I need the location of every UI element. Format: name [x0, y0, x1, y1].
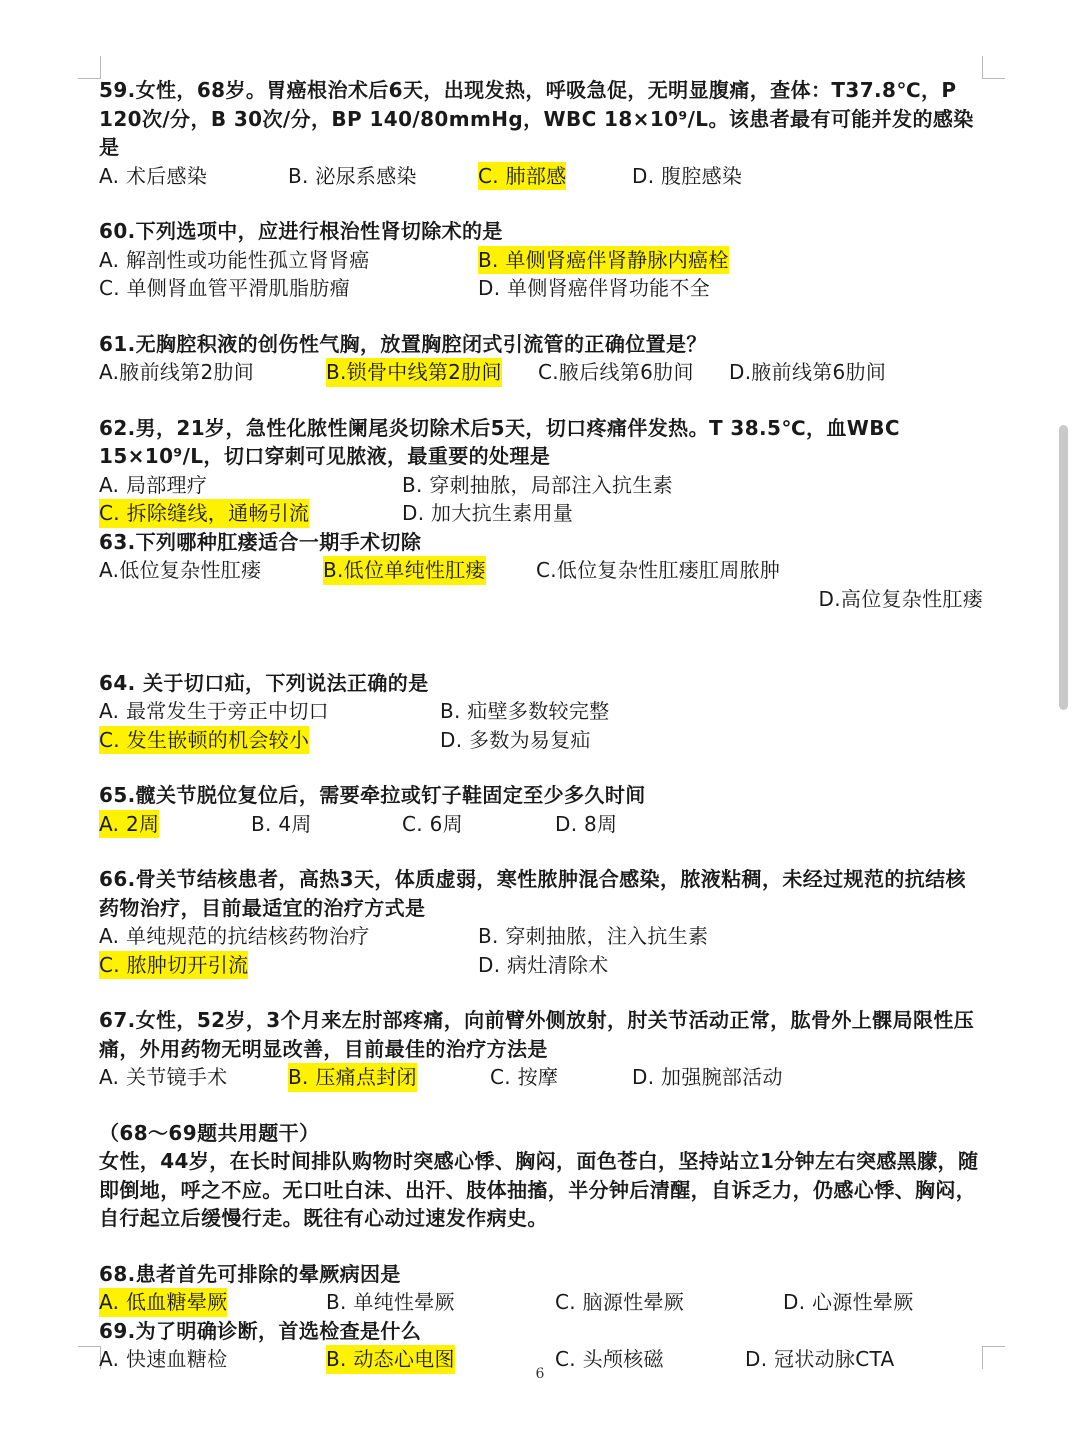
option-c[interactable]: C.腋后线第6肋间 [538, 360, 694, 384]
option-row [99, 922, 983, 951]
vertical-scrollbar[interactable] [1059, 425, 1068, 710]
question-stem: 63.下列哪种肛瘘适合一期手术切除 [99, 529, 422, 554]
option-row [99, 810, 983, 839]
option-row [99, 1063, 983, 1092]
crop-mark-top-right [982, 56, 1005, 79]
option-c[interactable]: C.低位复杂性肛瘘肛周脓肿 [536, 558, 781, 582]
option-c-answer[interactable]: C. 发生嵌顿的机会较小 [99, 726, 309, 755]
shared-stem-text: 女性，44岁，在长时间排队购物时突感心悸、胸闷，面色苍白，坚持站立1分钟左右突感黑朦，随即倒地，呼之不应。无口吐白沫、出汗、肢体抽搐，半分钟后清醒，自诉乏力，仍感心悸、胸闷，自行起立后缓慢行走。既往有心动过速发作病史。 [99, 1149, 979, 1230]
option-c-answer[interactable]: C. 拆除缝线，通畅引流 [99, 499, 309, 528]
question-stem: 67.女性，52岁，3个月来左肘部疼痛，向前臂外侧放射，肘关节活动正常，肱骨外上髁局限性压痛，外用药物无明显改善，目前最佳的治疗方法是 [99, 1008, 975, 1061]
option-row [99, 274, 983, 303]
option-b-answer[interactable]: B. 压痛点封闭 [288, 1063, 417, 1092]
option-d[interactable]: D. 加大抗生素用量 [402, 501, 574, 525]
option-b-answer[interactable]: B. 动态心电图 [326, 1345, 455, 1374]
question-stem: 61.无胸腔积液的创伤性气胸，放置胸腔闭式引流管的正确位置是？ [99, 331, 707, 356]
option-b[interactable]: B. 穿刺抽脓，注入抗生素 [478, 924, 709, 948]
option-a[interactable]: A.低位复杂性肛瘘 [99, 558, 262, 582]
option-d[interactable]: D. 病灶清除术 [478, 952, 609, 977]
page-number: 6 [535, 1366, 545, 1382]
option-b-answer[interactable]: B. 单侧肾癌伴肾静脉内癌栓 [478, 246, 729, 275]
question-59 [99, 76, 983, 190]
option-row-wrapped [99, 585, 983, 614]
question-69 [99, 1317, 983, 1374]
option-b[interactable]: B. 疝壁多数较完整 [440, 699, 610, 723]
option-a[interactable]: A. 快速血糖检 [99, 1347, 228, 1371]
option-a[interactable]: A. 局部理疗 [99, 472, 208, 497]
option-c[interactable]: C. 头颅核磁 [555, 1347, 664, 1371]
option-row [99, 499, 983, 528]
question-67 [99, 1006, 983, 1092]
question-stem: 69.为了明确诊断，首选检查是什么 [99, 1318, 422, 1343]
option-c[interactable]: C. 6周 [402, 811, 463, 836]
option-b[interactable]: B. 泌尿系感染 [288, 163, 417, 188]
question-stem: 60.下列选项中，应进行根治性肾切除术的是 [99, 219, 503, 243]
option-a[interactable]: A. 术后感染 [99, 163, 208, 188]
option-row [99, 246, 983, 275]
question-68 [99, 1260, 983, 1317]
question-65 [99, 781, 983, 838]
option-a[interactable]: A. 解剖性或功能性孤立肾肾癌 [99, 247, 370, 272]
option-c[interactable]: C. 单侧肾血管平滑肌脂肪瘤 [99, 276, 350, 300]
option-b[interactable]: B. 穿刺抽脓，局部注入抗生素 [402, 472, 673, 497]
option-a[interactable]: A. 单纯规范的抗结核药物治疗 [99, 924, 370, 948]
option-row [99, 951, 983, 980]
question-stem: 64. 关于切口疝，下列说法正确的是 [99, 670, 429, 695]
option-d[interactable] [99, 585, 983, 614]
option-d[interactable]: D. 冠状动脉CTA [745, 1347, 895, 1371]
option-a-answer[interactable]: A. 低血糖晕厥 [99, 1288, 227, 1317]
question-62 [99, 414, 983, 528]
option-d[interactable]: D. 加强腕部活动 [632, 1065, 783, 1089]
question-63 [99, 528, 983, 642]
option-d[interactable]: D. 单侧肾癌伴肾功能不全 [478, 276, 711, 300]
option-row [99, 471, 983, 500]
question-66 [99, 865, 983, 979]
question-stem: 62.男，21岁，急性化脓性阑尾炎切除术后5天，切口疼痛伴发热。T 38.5℃，血WBC 15×10⁹/L，切口穿刺可见脓液，最重要的处理是 [99, 415, 900, 468]
question-64 [99, 669, 983, 755]
question-61 [99, 330, 983, 387]
option-d[interactable]: D. 腹腔感染 [632, 163, 743, 188]
option-b[interactable]: B. 4周 [251, 811, 312, 836]
option-d[interactable]: D.腋前线第6肋间 [729, 360, 887, 384]
crop-mark-top-left [78, 56, 101, 79]
option-c-answer[interactable]: C. 脓肿切开引流 [99, 951, 248, 980]
question-stem: 65.髋关节脱位复位后，需要牵拉或钉子鞋固定至少多久时间 [99, 783, 646, 807]
option-a[interactable]: A. 关节镜手术 [99, 1065, 228, 1089]
shared-stem-title: （68～69题共用题干） [99, 1120, 320, 1145]
option-d[interactable]: D. 心源性晕厥 [783, 1290, 914, 1314]
question-list [99, 76, 983, 1374]
option-c[interactable]: C. 脑源性晕厥 [555, 1290, 685, 1314]
question-60 [99, 217, 983, 303]
question-stem: 66.骨关节结核患者，高热3天，体质虚弱，寒性脓肿混合感染，脓液粘稠，未经过规范的抗结核药物治疗，目前最适宜的治疗方式是 [99, 867, 966, 920]
option-d[interactable]: D. 多数为易复疝 [440, 727, 591, 752]
option-row [99, 358, 983, 387]
option-c-answer[interactable]: C. 肺部感 [478, 162, 566, 191]
option-a[interactable]: A.腋前线第2肋间 [99, 360, 255, 384]
option-b-answer[interactable]: B.锁骨中线第2肋间 [326, 358, 502, 387]
option-d[interactable]: D. 8周 [555, 811, 618, 836]
option-row [99, 162, 983, 191]
option-d-text: D.高位复杂性肛瘘 [818, 586, 983, 611]
option-b-answer[interactable]: B.低位单纯性肛瘘 [323, 556, 486, 585]
option-row [99, 556, 983, 585]
option-row [99, 1288, 983, 1317]
shared-stem-68-69 [99, 1119, 983, 1233]
option-b[interactable]: B. 单纯性晕厥 [326, 1290, 455, 1314]
option-c[interactable]: C. 按摩 [490, 1065, 559, 1089]
option-row [99, 697, 983, 726]
option-row [99, 726, 983, 755]
option-a-answer[interactable]: A. 2周 [99, 810, 159, 839]
question-stem: 59.女性，68岁。胃癌根治术后6天，出现发热，呼吸急促，无明显腹痛，查体：T37.8℃，P 120次/分，B 30次/分，BP 140/80mmHg，WBC 18×10⁹/L。该患者最有可能并发的感染是 [99, 78, 974, 159]
question-stem: 68.患者首先可排除的晕厥病因是 [99, 1261, 401, 1286]
option-a[interactable]: A. 最常发生于旁正中切口 [99, 699, 329, 723]
